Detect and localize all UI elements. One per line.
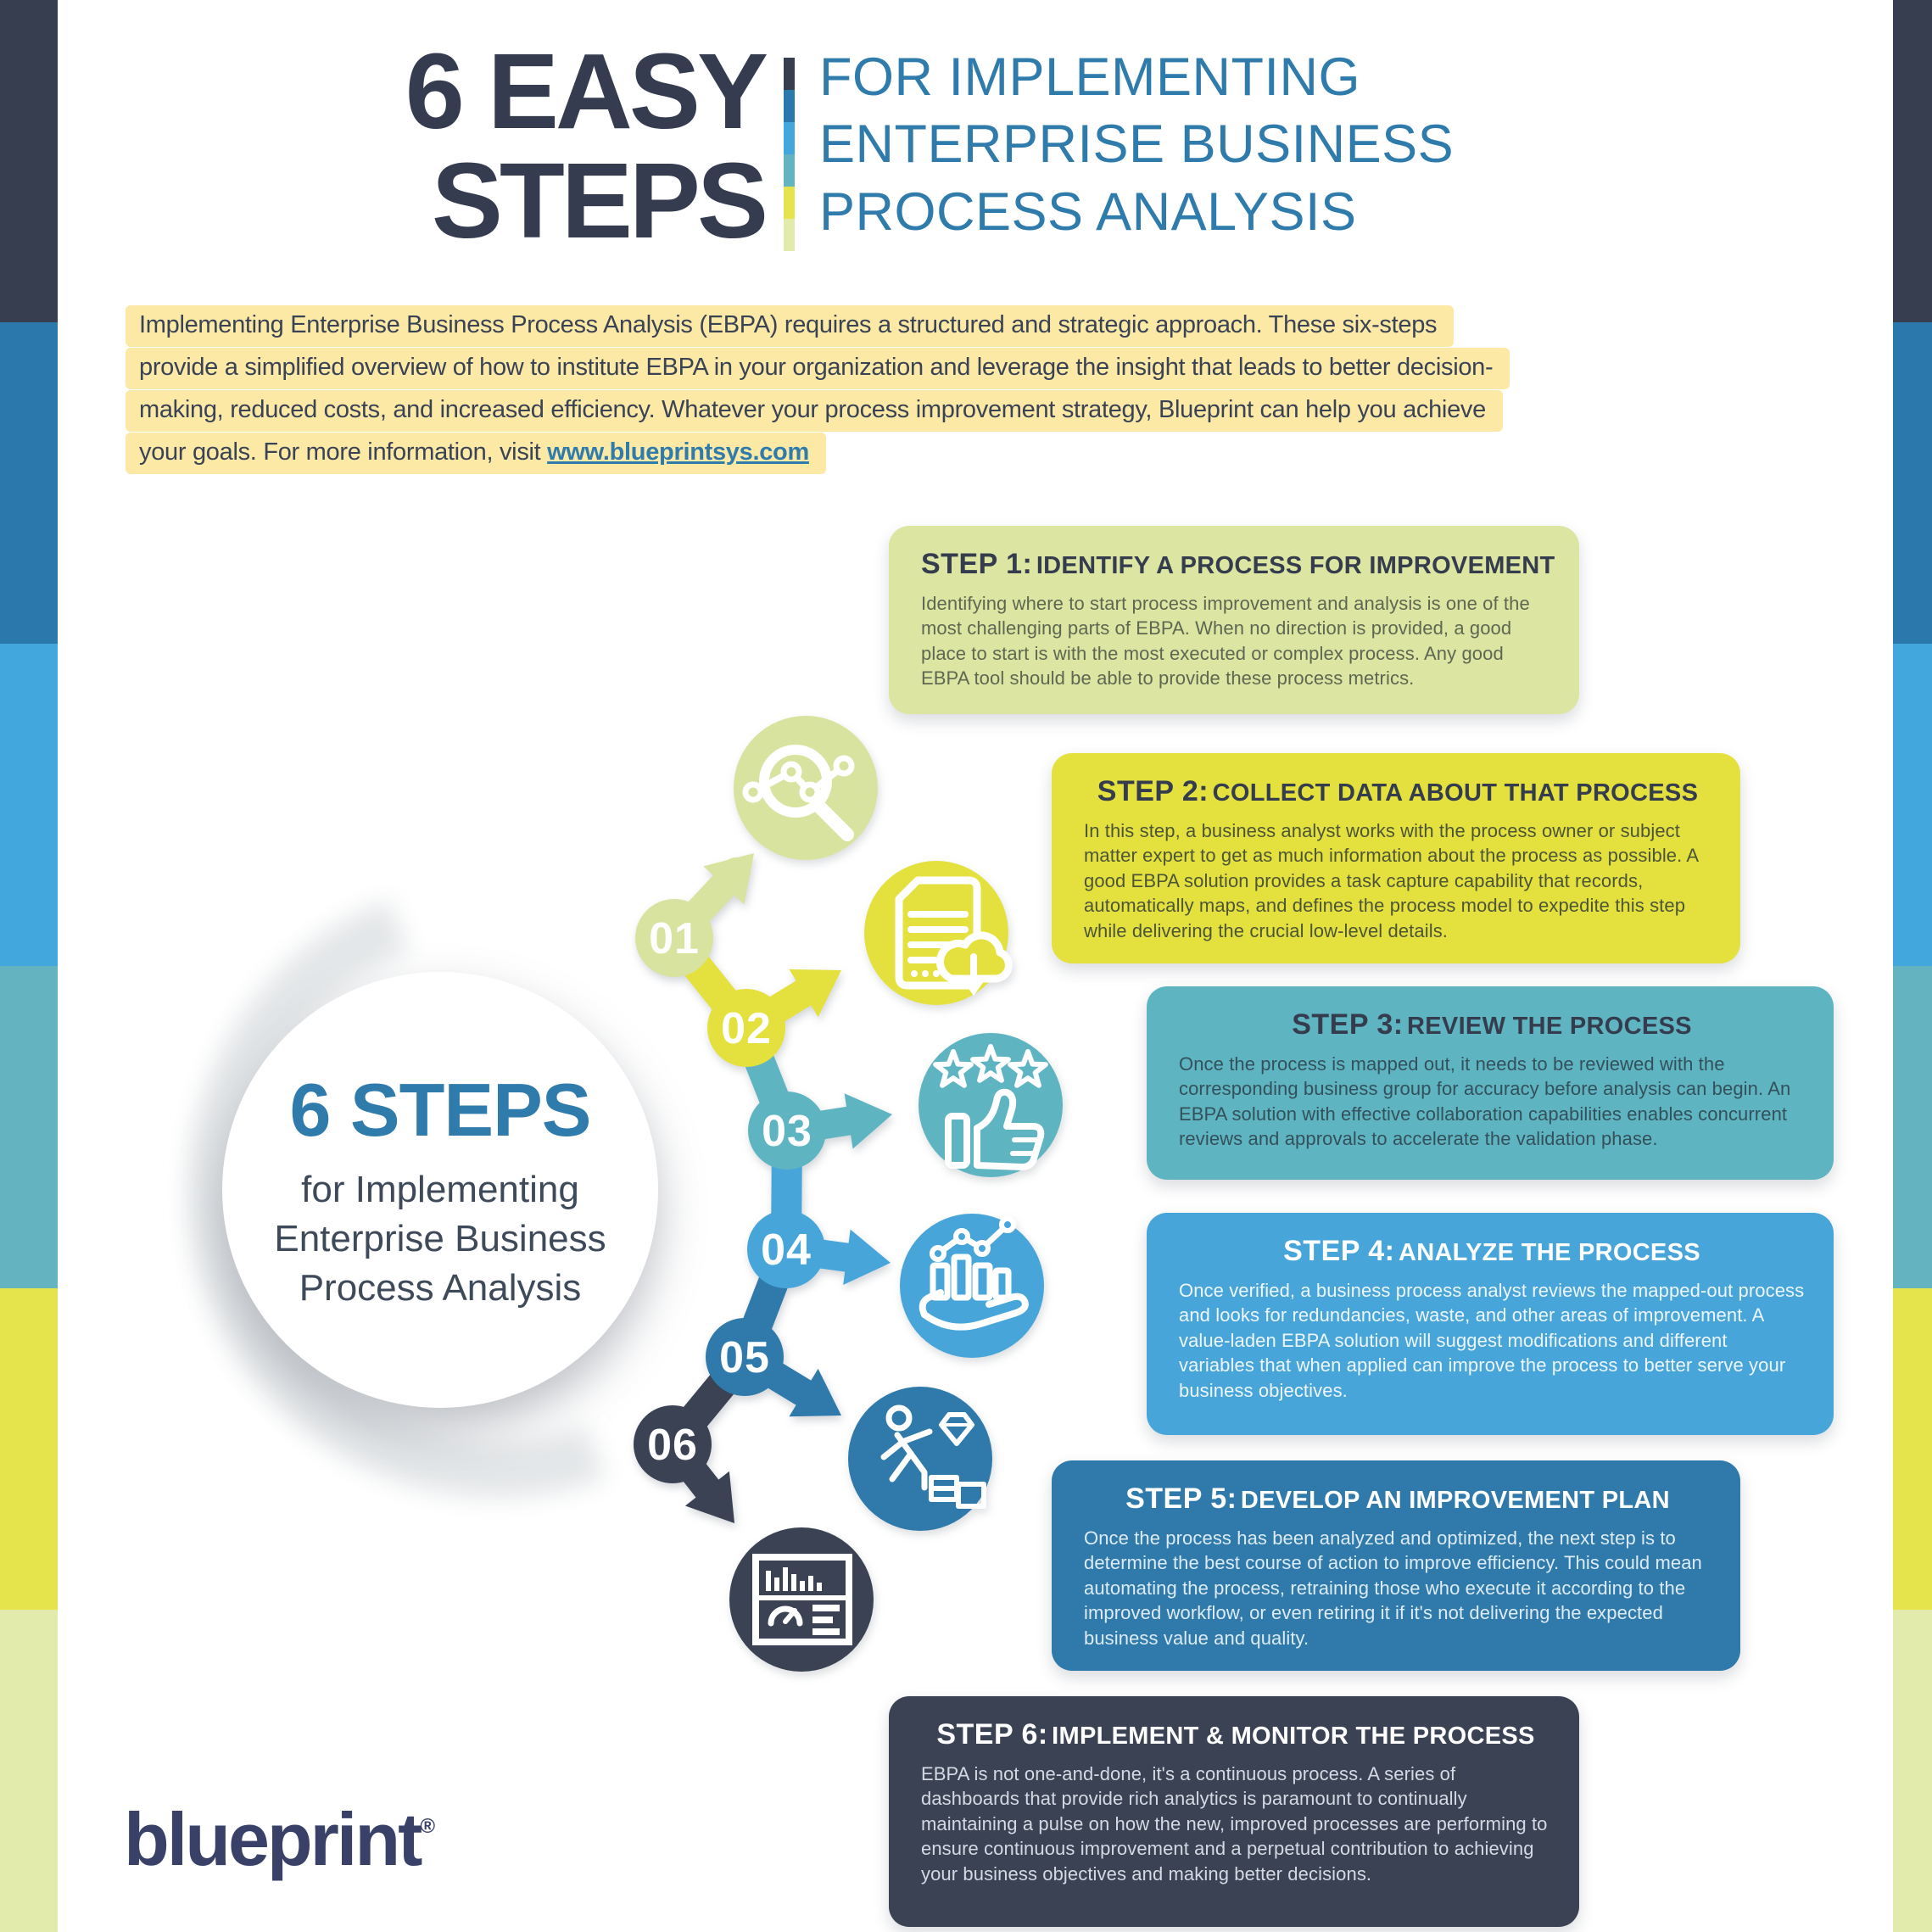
- step-1-body: Identifying where to start process improvement and analysis is one of the most challenging parts of EBPA. When no direction is provided, a good place to start is with the most executed or complex process. Any good EBPA tool should be able to provide these process metrics.: [921, 593, 1530, 690]
- flow-node-1: [635, 899, 713, 977]
- hand-holding-chart-icon: [900, 1214, 1044, 1358]
- document-cloud-download-icon: [864, 861, 1008, 1005]
- step-6-body: EBPA is not one-and-done, it's a continuous process. A series of dashboards that provide rich analytics is paramount to continually maintaining a pulse on how the new, improved processes are performing to ensure continuous improvement and a perpetual contribution to achieving your business objectives and making better decisions.: [921, 1763, 1548, 1885]
- svg-text:01: 01: [649, 914, 700, 963]
- intro-line: provide a simplified overview of how to institute EBPA in your organization and leverage the insight that leads to better decision-: [126, 348, 1510, 389]
- svg-text:03: 03: [762, 1107, 812, 1156]
- step-3-body: Once the process is mapped out, it needs to be reviewed with the corresponding business group for accuracy before analysis can begin. An EBPA solution with effective collaboration capabilities enables concurrent reviews and approvals to accelerate the validation phase.: [1179, 1053, 1791, 1150]
- svg-text:05: 05: [719, 1333, 770, 1382]
- step-3-title: STEP 3: REVIEW THE PROCESS: [1292, 1008, 1692, 1041]
- dashboard-icon: [729, 1527, 874, 1672]
- step-4-body: Once verified, a business process analyst reviews the mapped-out process and looks for redundancies, waste, and other areas of improvement. A value-laden EBPA solution will suggest modifications and different variables that when applied can improve the process to better serve your business objectives.: [1179, 1280, 1805, 1401]
- title-line-2: STEPS: [431, 140, 765, 260]
- flow-node-4: [747, 1210, 825, 1288]
- flow-node-6: [634, 1405, 712, 1483]
- person-achievement-icon: [848, 1387, 992, 1531]
- intro-line: making, reduced costs, and increased efficiency. Whatever your process improvement strategy, Blueprint can help you achieve: [126, 390, 1503, 432]
- intro-line: your goals. For more information, visit www.blueprintsys.com: [126, 433, 826, 474]
- center-circle: 6 STEPS for Implementing Enterprise Business Process Analysis: [222, 972, 658, 1408]
- magnifier-chart-icon: [734, 716, 878, 860]
- intro-line: Implementing Enterprise Business Process Analysis (EBPA) requires a structured and strategic approach. These six-steps: [126, 305, 1454, 347]
- center-circle-heading: 6 STEPS: [289, 1067, 591, 1152]
- flow-node-5: [706, 1318, 784, 1396]
- page-subtitle: FOR IMPLEMENTING ENTERPRISE BUSINESS PROCESS ANALYSIS: [819, 47, 1455, 242]
- step-2-body: In this step, a business analyst works with the process owner or subject matter expert to get as much information about the process as possible. A good EBPA solution provides a task capture capability that records, automatically maps, and defines the process model to expedite this step while delivering the crucial low-level details.: [1084, 820, 1698, 941]
- step-1-title: STEP 1: IDENTIFY A PROCESS FOR IMPROVEMENT: [921, 548, 1555, 580]
- svg-text:04: 04: [761, 1226, 812, 1275]
- blueprint-website-link[interactable]: www.blueprintsys.com: [547, 438, 809, 466]
- step-5-title: STEP 5: DEVELOP AN IMPROVEMENT PLAN: [1125, 1483, 1670, 1515]
- svg-text:06: 06: [647, 1421, 698, 1470]
- thumbs-up-stars-icon: [919, 1033, 1063, 1177]
- title-line-1: 6 EASY: [405, 31, 765, 151]
- flow-node-3: [748, 1092, 826, 1170]
- step-6-title: STEP 6: IMPLEMENT & MONITOR THE PROCESS: [936, 1718, 1535, 1751]
- svg-text:02: 02: [721, 1004, 772, 1053]
- registered-mark: ®: [420, 1815, 436, 1838]
- step-4-title: STEP 4: ANALYZE THE PROCESS: [1283, 1235, 1700, 1267]
- blueprint-logo: blueprint®: [124, 1797, 436, 1881]
- step-5-body: Once the process has been analyzed and optimized, the next step is to determine the best course of action to improve efficiency. This could mean automating the process, retraining those who execute it according to the improved workflow, or even retiring it if it's not delivering the expected business value and quality.: [1084, 1527, 1702, 1649]
- flow-node-2: [707, 989, 785, 1067]
- step-2-title: STEP 2: COLLECT DATA ABOUT THAT PROCESS: [1097, 775, 1699, 807]
